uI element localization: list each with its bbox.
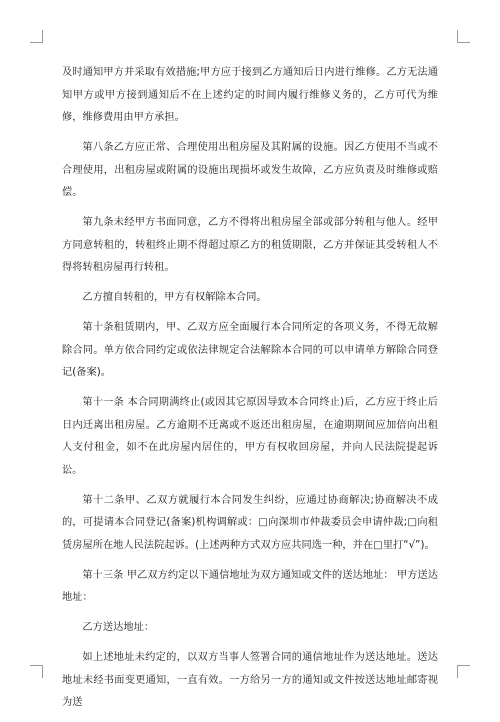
crop-mark-top-left bbox=[30, 30, 43, 43]
crop-mark-bottom-right bbox=[457, 665, 470, 678]
paragraph-article-10: 第十条租赁期内，甲、乙双方应全面履行本合同所定的各项义务，不得无故解除合同。单方依合同约定或依法律规定合法解除本合同的可以申请单方解除合同登记(备案)。 bbox=[62, 322, 438, 378]
paragraph-article-9: 第九条未经甲方书面同意，乙方不得将出租房屋全部或部分转租与他人。经甲方同意转租的，转租终止期不得超过原乙方的租赁期限，乙方并保证其受转租人不得将转租房屋再行转租。 bbox=[62, 217, 438, 273]
crop-mark-top-right bbox=[457, 30, 470, 43]
paragraph-article-13: 第十三条 甲乙双方约定以下通信地址为双方通知或文件的送达地址： 甲方送达地址： bbox=[62, 569, 438, 603]
paragraph-repair-notice: 及时通知甲方并采取有效措施;甲方应于接到乙方通知后日内进行维修。乙方无法通知甲方或甲方接到通知后不在上述约定的时间内履行维修义务的，乙方可代为维修，维修费用由甲方承担。 bbox=[62, 67, 438, 123]
crop-mark-bottom-left bbox=[30, 665, 43, 678]
paragraph-party-b-address: 乙方送达地址： bbox=[82, 622, 155, 633]
paragraph-default-address: 如上述地址未约定的，以双方当事人签署合同的通信地址作为送达地址。送达地址未经书面变更通知，一直有效。一方给另一方的通知或文件按送达地址邮寄视为送 bbox=[62, 652, 438, 708]
document-body bbox=[62, 62, 438, 722]
paragraph-article-12: 第十二条甲、乙双方就履行本合同发生纠纷，应通过协商解决;协商解决不成的，可提请本合同登记(备案)机构调解或：□向深圳市仲裁委员会申请仲裁;□向租赁房屋所在地人民法院起诉。(上述两种方式双方应共同选一种，并在□里打“√”)。 bbox=[62, 494, 438, 551]
paragraph-article-11: 第十一条 本合同期满终止(或因其它原因导致本合同终止)后，乙方应于终止后日内迁离出租房屋。乙方逾期不迁离或不返还出租房屋，在逾期期间应加倍向出租人支付租金，如不在此房屋内居住的，甲方有权收回房屋，并向人民法院提起诉讼。 bbox=[62, 397, 438, 476]
paragraph-unauthorized-sublet: 乙方擅自转租的，甲方有权解除本合同。 bbox=[82, 292, 267, 303]
paragraph-article-8: 第八条乙方应正常、合理使用出租房屋及其附属的设施。因乙方使用不当或不合理使用，出租房屋或附属的设施出现损坏或发生故障，乙方应负责及时维修或赔偿。 bbox=[62, 142, 438, 198]
